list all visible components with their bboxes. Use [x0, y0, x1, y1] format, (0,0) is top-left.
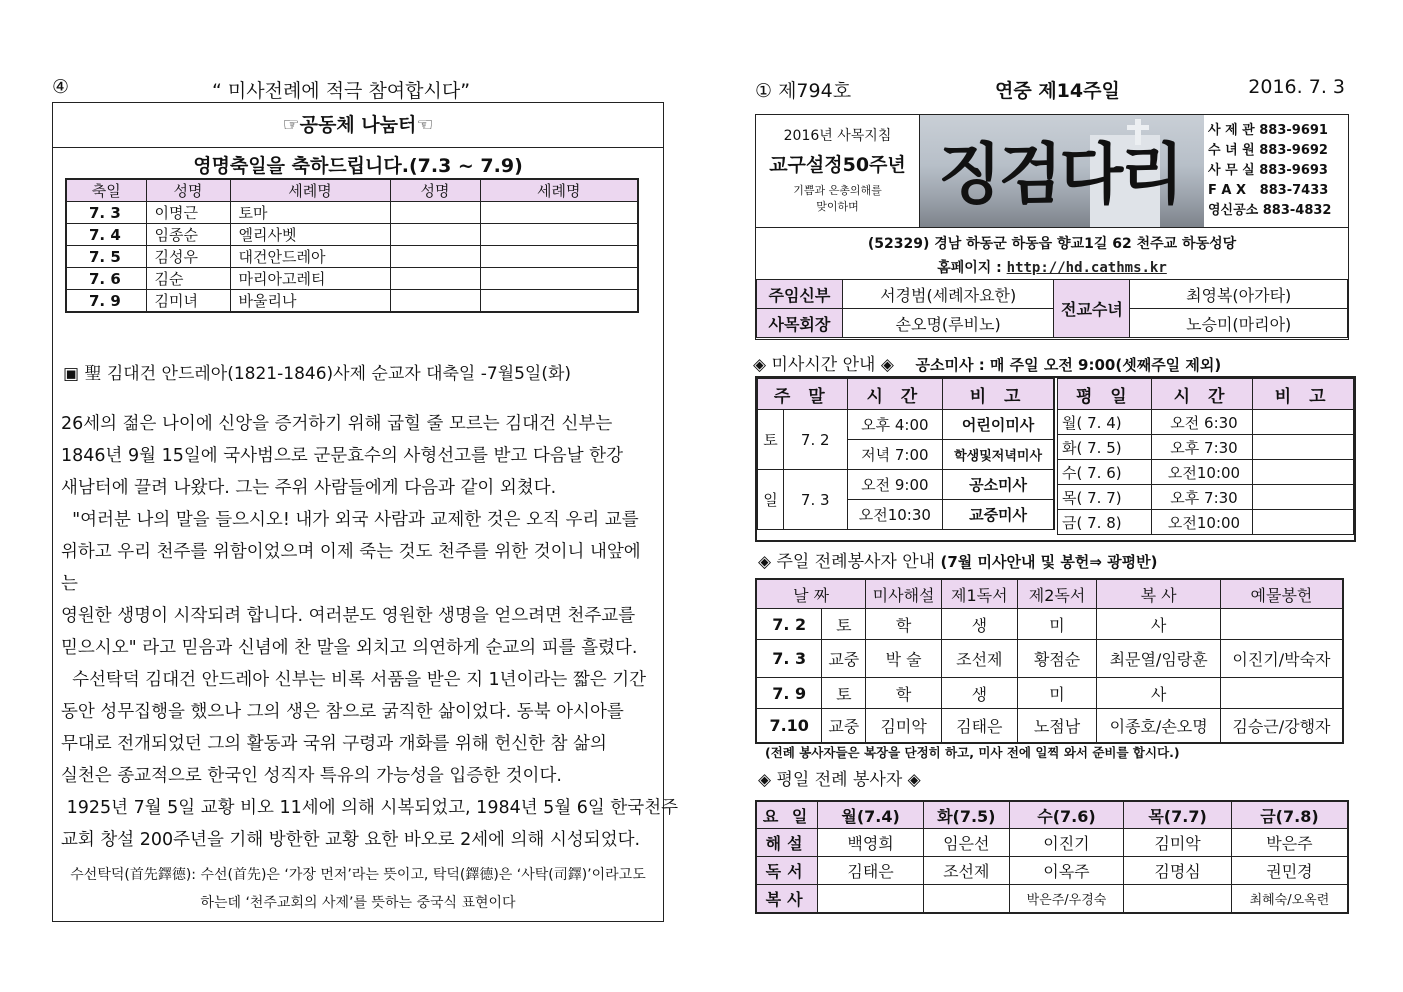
contact-item: 영신공소 883-4832	[1208, 203, 1332, 218]
left-content-box	[52, 102, 679, 922]
homepage-label: 홈페이지 :	[937, 260, 1002, 276]
column-header: 제1독서	[941, 579, 1017, 609]
baptism-name: 대건안드레아	[230, 246, 390, 268]
homepage-line	[756, 257, 1348, 277]
column-header: 수(7.6)	[1009, 801, 1124, 829]
right-page-header	[755, 76, 1345, 102]
server-altar: 사	[1097, 609, 1221, 640]
server-name	[1124, 885, 1232, 914]
server-name: 박은주	[1231, 829, 1348, 857]
weekday-servers-heading: ◈ 평일 전례 봉사자 ◈	[758, 770, 921, 790]
table-row	[758, 470, 1055, 500]
contact-item: 수 녀 원 883-9692	[1208, 143, 1328, 158]
sunday-servers-heading	[758, 547, 1158, 572]
server-offering	[1220, 609, 1343, 640]
baptism-name: 바울리나	[230, 290, 390, 313]
table-row	[1058, 485, 1354, 510]
motto-line: 맞이하며	[816, 200, 859, 213]
column-header: 제2독서	[1017, 579, 1097, 609]
server-name	[923, 885, 1009, 914]
table-row	[1058, 460, 1354, 485]
council-label: 사목회장	[757, 309, 843, 338]
server-name: 김미악	[1124, 829, 1232, 857]
server-name: 이진기	[1009, 829, 1124, 857]
server-reader-1: 생	[941, 609, 1017, 640]
body-line: 교회 창설 200주년을 기해 방한한 교황 요한 바오로 2세에 의해 시성되었다.	[61, 830, 641, 850]
church-address-block	[756, 227, 1348, 277]
weekend-day: 일	[758, 470, 784, 530]
community-section-title: ☞공동체 나눔터☜	[53, 103, 663, 148]
mass-time: 오전 9:00	[847, 470, 943, 500]
server-name	[818, 885, 924, 914]
pastoral-motto	[756, 115, 920, 227]
role-label: 독서	[756, 857, 818, 885]
weekend-date: 7. 3	[783, 470, 847, 530]
mass-kind: 교중	[822, 640, 866, 678]
mass-note	[1253, 435, 1354, 460]
mass-time: 오후 7:30	[1151, 485, 1253, 510]
mission-mass-note: 공소미사 : 매 주일 오전 9:00(셋째주일 제외)	[915, 356, 1222, 374]
server-name: 임은선	[923, 829, 1009, 857]
column-header: 시 간	[847, 379, 943, 410]
column-header: 시 간	[1151, 379, 1253, 410]
table-row	[757, 309, 1348, 338]
issue-date: 2016. 7. 3	[1248, 76, 1345, 98]
member-name-2	[390, 290, 480, 313]
mass-note: 어린이미사	[943, 410, 1054, 440]
column-header: 세례명	[230, 179, 390, 202]
column-header: 예물봉헌	[1220, 579, 1343, 609]
body-line: 1925년 7월 5일 교황 비오 11세에 의해 시복되었고, 1984년 5월 6일 한국천주	[61, 798, 679, 818]
contact-item: 사 무 실 883-9693	[1208, 163, 1328, 178]
column-header: 날 짜	[756, 579, 866, 609]
column-header: 축일	[66, 179, 146, 202]
role-label: 해설	[756, 829, 818, 857]
weekend-date: 7. 2	[783, 410, 847, 470]
feast-table-header	[66, 179, 638, 202]
serve-date: 7. 3	[756, 640, 822, 678]
body-line: 믿으시오" 라고 믿음과 신념에 찬 말을 외치고 의연하게 순교의 피를 흘렸다.	[61, 638, 638, 658]
table-row	[66, 246, 638, 268]
mass-time: 오전10:30	[847, 500, 943, 530]
sister-name: 최영복(아가타)	[1130, 280, 1348, 309]
newsletter-logo: 징검다리	[938, 135, 1182, 213]
column-header: 성명	[146, 179, 230, 202]
server-name: 백영희	[818, 829, 924, 857]
sunday-servers-subtitle: (7월 미사안내 및 봉헌⇒ 광평반)	[940, 553, 1158, 571]
body-line: 1846년 9월 15일에 국사범으로 군문효수의 사형선고를 받고 다음날 한강	[61, 446, 623, 466]
page-slogan: “ 미사전례에 적극 참여합시다”	[212, 80, 471, 102]
server-altar: 이종호/손오명	[1097, 709, 1221, 743]
table-row	[756, 857, 1348, 885]
issue-number: ① 제794호	[755, 80, 852, 102]
footnote-line: 하는데 ‘천주교회의 사제’를 뜻하는 중국식 표현이다	[200, 895, 516, 911]
serve-date: 7. 2	[756, 609, 822, 640]
baptism-name: 엘리사벳	[230, 224, 390, 246]
feast-day-table	[65, 178, 639, 313]
server-commentator: 학	[866, 609, 942, 640]
role-label: 복사	[756, 885, 818, 914]
church-photo	[920, 115, 1204, 227]
baptism-name-2	[480, 246, 638, 268]
baptism-name-2	[480, 224, 638, 246]
mass-note: 교중미사	[943, 500, 1054, 530]
server-reader-1: 조선제	[941, 640, 1017, 678]
contact-list	[1208, 121, 1348, 221]
server-name: 김명심	[1124, 857, 1232, 885]
mass-kind: 교중	[822, 709, 866, 743]
weekend-mass-table	[757, 378, 1055, 530]
weekday: 금( 7. 8)	[1058, 510, 1152, 535]
sister-label: 전교수녀	[1054, 280, 1130, 338]
baptism-name: 마리아고레티	[230, 268, 390, 290]
column-header: 평 일	[1058, 379, 1152, 410]
sister-name: 노승미(마리아)	[1130, 309, 1348, 338]
weekday-mass-table	[1057, 378, 1354, 535]
motto-headline: 교구설정50주년	[769, 154, 906, 176]
table-header-row	[756, 801, 1348, 829]
weekday: 수( 7. 6)	[1058, 460, 1152, 485]
server-reader-2: 미	[1017, 678, 1097, 709]
column-header: 월(7.4)	[818, 801, 924, 829]
contact-item: 사 제 관 883-9691	[1208, 123, 1328, 138]
table-row	[66, 268, 638, 290]
footnote	[53, 861, 663, 917]
pastor-name: 서경범(세례자요한)	[842, 280, 1054, 309]
motto-line: 기쁨과 은총의해를	[793, 184, 882, 197]
member-name: 임종순	[146, 224, 230, 246]
serve-date: 7. 9	[756, 678, 822, 709]
mass-note	[1253, 485, 1354, 510]
server-commentator: 박 술	[866, 640, 942, 678]
mass-time: 저녁 7:00	[847, 440, 943, 470]
server-name: 박은주/우경숙	[1009, 885, 1124, 914]
mass-time: 오전 6:30	[1151, 410, 1253, 435]
server-name: 조선제	[923, 857, 1009, 885]
mass-note: 공소미사	[943, 470, 1054, 500]
table-row	[66, 202, 638, 224]
table-row	[756, 885, 1348, 914]
mass-note	[1253, 510, 1354, 535]
table-row	[1058, 410, 1354, 435]
body-line: 위하고 우리 천주를 위함이었으며 이제 죽는 것도 천주를 위한 것이니 내앞에는	[61, 542, 641, 594]
motto-line: 2016년 사목지침	[783, 128, 892, 144]
server-name: 최혜숙/오옥련	[1231, 885, 1348, 914]
server-commentator: 학	[866, 678, 942, 709]
table-row	[758, 410, 1055, 440]
liturgical-sunday: 연중 제14주일	[995, 80, 1120, 102]
column-header: 세례명	[480, 179, 638, 202]
table-header-row	[756, 579, 1343, 609]
mass-note	[1253, 460, 1354, 485]
feast-date: 7. 3	[66, 202, 146, 224]
server-reader-1: 생	[941, 678, 1017, 709]
server-reader-2: 미	[1017, 609, 1097, 640]
member-name: 김미녀	[146, 290, 230, 313]
weekday: 화( 7. 5)	[1058, 435, 1152, 460]
footnote-line: 수선탁덕(首先鐸德): 수선(首先)은 ‘가장 먼저’라는 뜻이고, 탁덕(鐸德)은 ‘사탁(司鐸)’이라고도	[70, 867, 646, 883]
body-line: 새남터에 끌려 나왔다. 그는 주위 사람들에게 다음과 같이 외쳤다.	[61, 478, 557, 498]
left-page-header	[52, 76, 664, 102]
body-line: 실천은 종교적으로 한국인 성직자 특유의 가능성을 입증한 것이다.	[61, 766, 562, 786]
column-header: 화(7.5)	[923, 801, 1009, 829]
server-altar: 사	[1097, 678, 1221, 709]
feast-date: 7. 6	[66, 268, 146, 290]
column-header: 복 사	[1097, 579, 1221, 609]
column-header: 미사해설	[866, 579, 942, 609]
table-row	[66, 224, 638, 246]
server-commentator: 김미악	[866, 709, 942, 743]
weekday-servers-table	[755, 800, 1349, 914]
baptism-name-2	[480, 290, 638, 313]
server-offering	[1220, 678, 1343, 709]
sunday-servers-title: ◈ 주일 전례봉사자 안내	[758, 552, 936, 572]
body-line: 동안 성무집행을 했으나 그의 생은 참으로 굵직한 삶이었다. 동북 아시아를	[61, 702, 624, 722]
staff-table	[756, 279, 1348, 338]
table-header-row	[758, 379, 1055, 410]
server-reader-1: 김태은	[941, 709, 1017, 743]
masthead	[755, 114, 1349, 340]
table-row	[756, 829, 1348, 857]
pastor-label: 주임신부	[757, 280, 843, 309]
member-name-2	[390, 202, 480, 224]
table-row	[66, 290, 638, 313]
sunday-servers-table	[755, 578, 1344, 744]
feast-day-title: 영명축일을 축하드립니다.(7.3 ~ 7.9)	[193, 155, 523, 177]
contact-item: F A X 883-7433	[1208, 183, 1329, 198]
server-reader-2: 황점순	[1017, 640, 1097, 678]
servers-notice: (전례 봉사자들은 복장을 단정히 하고, 미사 전에 일찍 와서 준비를 합시다.)	[765, 745, 1180, 760]
mass-times-heading	[753, 350, 1221, 375]
feast-article-heading: ▣ 聖 김대건 안드레아(1821-1846)사제 순교자 대축일 -7월5일(화)	[63, 364, 572, 384]
baptism-name-2	[480, 268, 638, 290]
table-header-row	[1058, 379, 1354, 410]
table-row	[756, 678, 1343, 709]
mass-times-title: ◈ 미사시간 안내 ◈	[753, 355, 894, 375]
member-name: 이명근	[146, 202, 230, 224]
body-line: 26세의 젊은 나이에 신앙을 증거하기 위해 굽힐 줄 모르는 김대건 신부는	[61, 414, 613, 434]
mass-time: 오전10:00	[1151, 460, 1253, 485]
member-name-2	[390, 224, 480, 246]
member-name: 김성우	[146, 246, 230, 268]
body-line: "여러분 나의 말을 들으시오! 내가 외국 사람과 교제한 것은 오직 우리 교를	[61, 510, 639, 530]
column-header: 비 고	[943, 379, 1054, 410]
member-name-2	[390, 246, 480, 268]
server-name: 이옥주	[1009, 857, 1124, 885]
body-line: 수선탁덕 김대건 안드레아 신부는 비록 서품을 받은 지 1년이라는 짧은 기간	[61, 670, 647, 690]
column-header: 성명	[390, 179, 480, 202]
table-row	[756, 609, 1343, 640]
mass-times-tables	[755, 376, 1356, 542]
weekend-day: 토	[758, 410, 784, 470]
column-header: 주 말	[758, 379, 848, 410]
column-header: 요 일	[756, 801, 818, 829]
church-address: (52329) 경남 하동군 하동읍 향교1길 62 천주교 하동성당	[867, 236, 1237, 252]
feast-article-body	[61, 408, 679, 856]
mass-note: 학생및저녁미사	[943, 440, 1054, 470]
column-header: 비 고	[1253, 379, 1354, 410]
body-line: 영원한 생명이 시작되려 합니다. 여러분도 영원한 생명을 얻으려면 천주교를	[61, 606, 636, 626]
council-president-name: 손오명(루비노)	[842, 309, 1054, 338]
homepage-link[interactable]: http://hd.cathms.kr	[1006, 260, 1167, 276]
feast-date: 7. 4	[66, 224, 146, 246]
table-row	[1058, 510, 1354, 535]
baptism-name: 토마	[230, 202, 390, 224]
mass-note	[1253, 410, 1354, 435]
feast-date: 7. 9	[66, 290, 146, 313]
table-row	[756, 640, 1343, 678]
server-altar: 최문열/임랑훈	[1097, 640, 1221, 678]
column-header: 금(7.8)	[1231, 801, 1348, 829]
server-name: 권민경	[1231, 857, 1348, 885]
server-reader-2: 노점남	[1017, 709, 1097, 743]
feast-date: 7. 5	[66, 246, 146, 268]
body-line: 무대로 전개되었던 그의 활동과 국위 구령과 개화를 위해 헌신한 참 삶의	[61, 734, 607, 754]
baptism-name-2	[480, 202, 638, 224]
weekday: 월( 7. 4)	[1058, 410, 1152, 435]
member-name: 김순	[146, 268, 230, 290]
mass-kind: 토	[822, 609, 866, 640]
table-row	[757, 280, 1348, 309]
mass-time: 오후 4:00	[847, 410, 943, 440]
weekday: 목( 7. 7)	[1058, 485, 1152, 510]
table-row	[756, 709, 1343, 743]
mass-time: 오후 7:30	[1151, 435, 1253, 460]
table-row	[1058, 435, 1354, 460]
mass-kind: 토	[822, 678, 866, 709]
column-header: 목(7.7)	[1124, 801, 1232, 829]
server-name: 김태은	[818, 857, 924, 885]
serve-date: 7.10	[756, 709, 822, 743]
page-number: ④	[52, 76, 70, 98]
server-offering: 김승근/강행자	[1220, 709, 1343, 743]
mass-time: 오전10:00	[1151, 510, 1253, 535]
member-name-2	[390, 268, 480, 290]
server-offering: 이진기/박숙자	[1220, 640, 1343, 678]
